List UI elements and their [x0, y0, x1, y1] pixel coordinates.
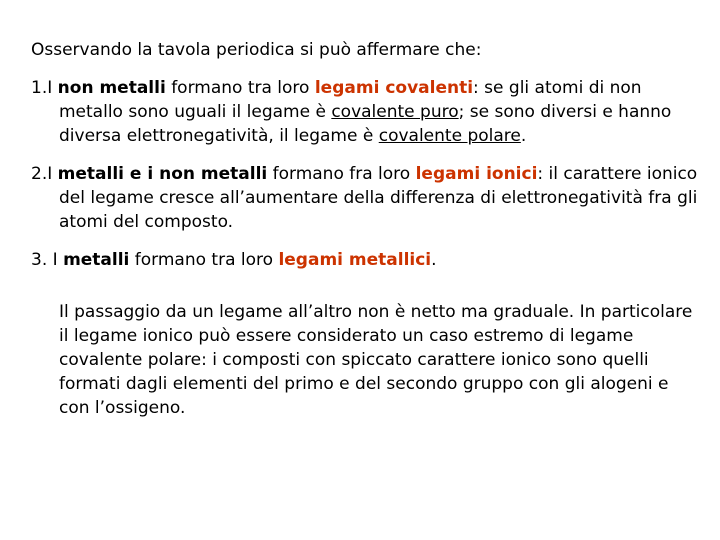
intro-text: Osservando la tavola periodica si può affermare che:	[31, 40, 482, 60]
note-paragraph: Il passaggio da un legame all’altro non è netto ma graduale. In particolare il legame ionico può essere considerato un caso estremo di legame covalente polare: i composti con spiccato carattere ionico sono quelli formati dagli elementi del primo e del secondo gruppo con gli alogeni e con l’ossigeno.	[59, 302, 693, 418]
term-legami-covalenti: legami covalenti	[314, 78, 474, 98]
term-metalli-e-non-metalli: metalli e i non metalli	[57, 164, 268, 184]
item-text: : il carattere ionico del legame cresce all’aumentare della differenza di elettronegatività fra gli atomi del composto.	[59, 164, 698, 232]
item-text: formano fra loro	[267, 164, 416, 184]
term-covalente-polare: covalente polare	[378, 126, 521, 146]
item-number: 3.	[31, 250, 48, 270]
item-text: : se gli atomi di non metallo sono uguali il legame è	[59, 78, 642, 122]
term-metalli: metalli	[63, 250, 130, 270]
list-item-3	[31, 248, 701, 272]
item-text: I	[47, 164, 58, 184]
item-text: I	[47, 78, 58, 98]
term-legami-metallici: legami metallici	[278, 250, 432, 270]
item-text: .	[520, 126, 527, 146]
list-item-2	[31, 162, 701, 234]
item-text: I	[47, 250, 64, 270]
term-non-metalli: non metalli	[57, 78, 166, 98]
item-number: 2.	[31, 164, 48, 184]
term-covalente-puro: covalente puro	[331, 102, 459, 122]
item-text: ; se sono diversi e hanno diversa elettronegatività, il legame è	[59, 102, 672, 146]
item-number: 1.	[31, 78, 48, 98]
slide-content	[31, 38, 701, 420]
list-item-1	[31, 76, 701, 148]
item-text: formano tra loro	[165, 78, 315, 98]
item-text: .	[431, 250, 437, 270]
term-legami-ionici: legami ionici	[415, 164, 538, 184]
item-text: formano tra loro	[129, 250, 279, 270]
